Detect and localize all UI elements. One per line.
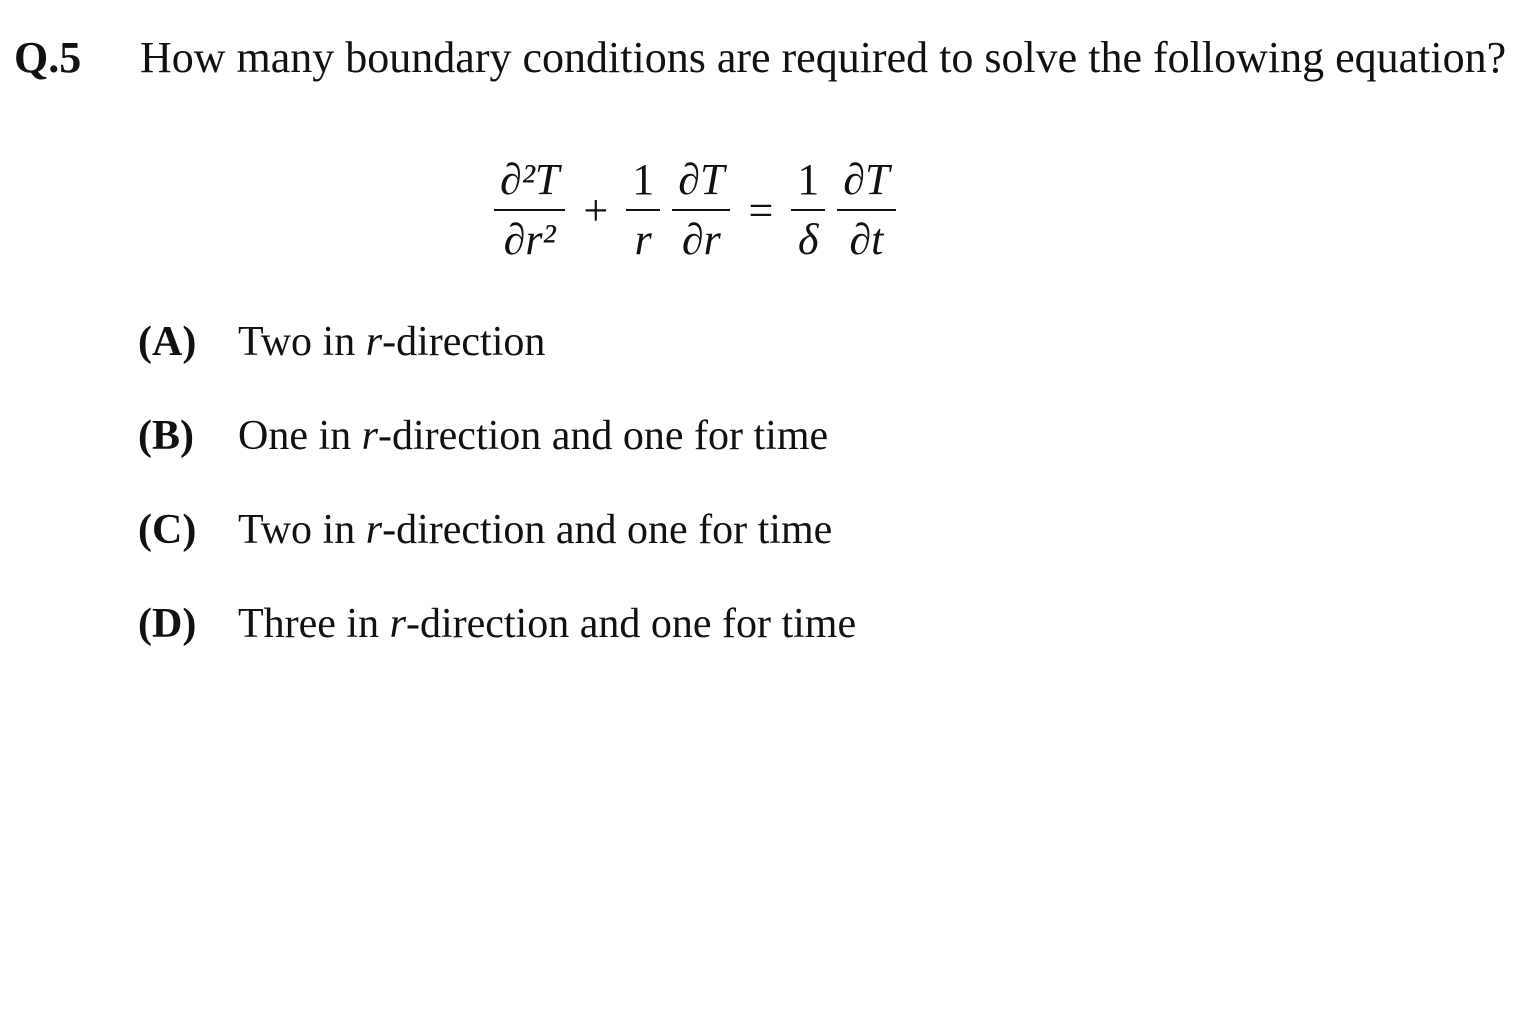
option-text-pre: Two in	[238, 319, 366, 365]
fraction-bar	[837, 209, 895, 211]
option-text-post: -direction and one for time	[382, 507, 833, 553]
option-text	[238, 412, 828, 460]
option-d[interactable]	[138, 600, 856, 694]
fraction-denominator: δ	[798, 215, 819, 264]
fraction-second-derivative	[494, 154, 565, 264]
option-text-post: -direction	[382, 319, 546, 365]
option-text	[238, 506, 832, 554]
fraction-one-over-r	[626, 154, 660, 264]
plus-operator: +	[583, 185, 609, 235]
option-text-pre: Two in	[238, 507, 366, 553]
equals-operator: =	[748, 185, 774, 235]
question-number: Q.5	[14, 33, 82, 82]
fraction-bar	[626, 209, 660, 211]
answer-options	[138, 318, 856, 694]
option-text	[238, 600, 856, 648]
option-text-pre: Three in	[238, 601, 390, 647]
option-variable: r	[365, 319, 383, 365]
fraction-bar	[672, 209, 730, 211]
option-variable: r	[361, 413, 379, 459]
fraction-numerator: 1	[632, 154, 655, 204]
option-text-post: -direction and one for time	[405, 601, 857, 647]
question-text: How many boundary conditions are required to solve the following equation?	[140, 33, 1507, 82]
fraction-denominator: ∂r²	[503, 215, 556, 264]
option-letter: (B)	[138, 413, 194, 459]
fraction-one-over-delta	[791, 154, 825, 264]
option-variable: r	[365, 507, 383, 553]
option-c[interactable]	[138, 506, 856, 600]
fraction-bar	[494, 209, 565, 211]
fraction-numerator: 1	[797, 154, 820, 204]
fraction-bar	[791, 209, 825, 211]
fraction-denominator: ∂t	[849, 215, 884, 264]
option-letter: (C)	[138, 507, 197, 553]
fraction-numerator: ∂T	[843, 154, 890, 204]
fraction-numerator: ∂T	[678, 154, 725, 204]
option-text	[238, 318, 545, 366]
option-letter: (D)	[138, 601, 197, 647]
option-text-pre: One in	[238, 413, 362, 459]
fraction-time-derivative	[837, 154, 895, 264]
fraction-first-derivative-r	[672, 154, 730, 264]
option-b[interactable]	[138, 412, 856, 506]
equation	[488, 140, 1008, 280]
option-letter: (A)	[138, 319, 197, 365]
option-variable: r	[389, 601, 406, 647]
option-text-post: -direction and one for time	[378, 413, 829, 459]
question-header	[14, 32, 1506, 96]
fraction-denominator: ∂r	[681, 215, 721, 264]
option-a[interactable]	[138, 318, 856, 412]
fraction-numerator: ∂²T	[500, 154, 560, 204]
fraction-denominator: r	[634, 215, 652, 264]
